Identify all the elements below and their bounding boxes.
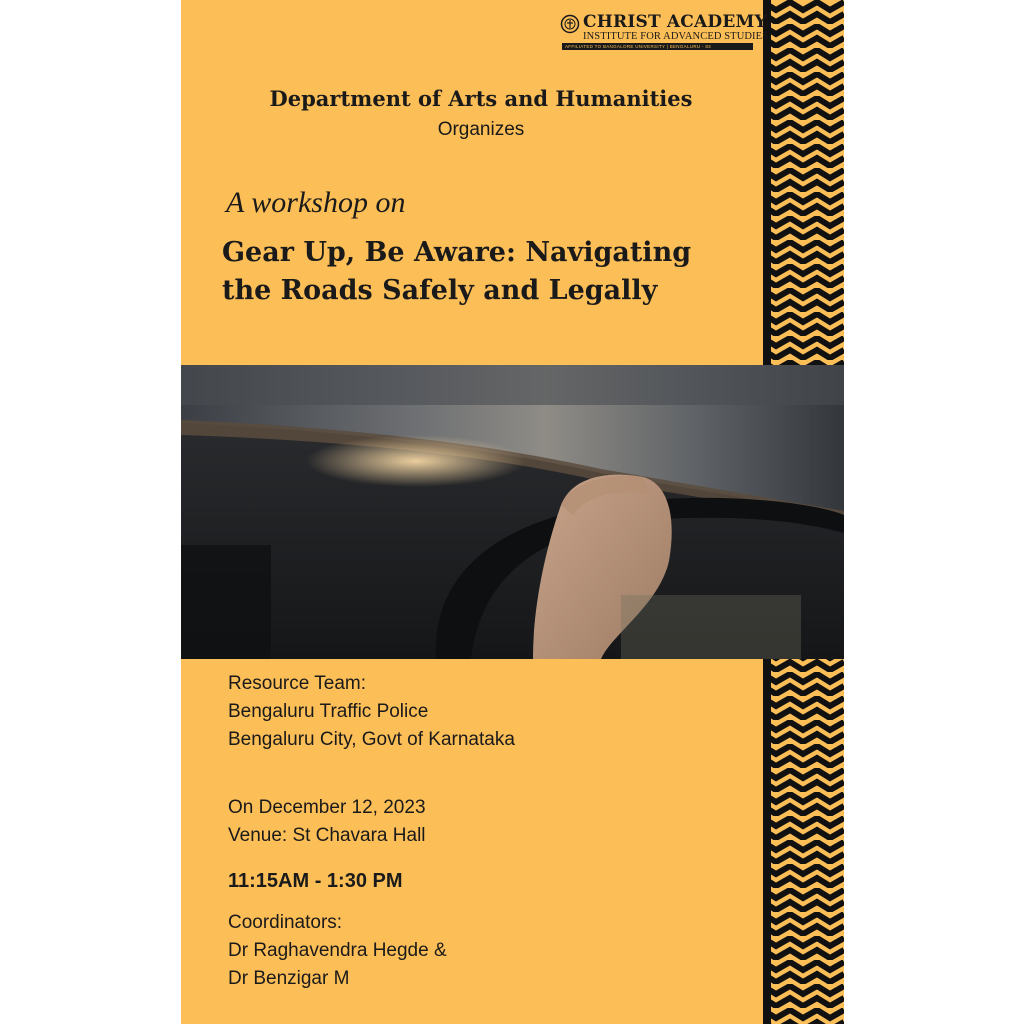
logo-affiliation: AFFILIATED TO BANGALORE UNIVERSITY | BENGALURU - 83	[562, 43, 753, 50]
resource-team-line-1: Bengaluru Traffic Police	[228, 701, 429, 722]
logo-name: CHRIST ACADEMY	[583, 12, 767, 32]
event-time: 11:15AM - 1:30 PM	[228, 870, 403, 892]
coordinator-line-1: Dr Raghavendra Hegde &	[228, 940, 447, 961]
resource-team-block	[228, 670, 515, 754]
resource-team-label: Resource Team:	[228, 673, 366, 694]
crest-icon	[560, 14, 580, 34]
event-venue: Venue: St Chavara Hall	[228, 825, 426, 846]
event-details-block	[228, 794, 426, 850]
coordinators-label: Coordinators:	[228, 912, 343, 933]
department-heading: Department of Arts and Humanities	[269, 86, 693, 111]
coordinators-block	[228, 909, 447, 993]
driving-photo	[181, 365, 844, 659]
christ-academy-logo	[560, 12, 769, 50]
coordinator-line-2: Dr Benzigar M	[228, 968, 350, 989]
event-date: On December 12, 2023	[228, 797, 426, 818]
workshop-intro: A workshop on	[226, 186, 406, 219]
organizes-text: Organizes	[437, 119, 525, 140]
workshop-title-line-1: Gear Up, Be Aware: Navigating	[222, 237, 692, 268]
resource-team-line-2: Bengaluru City, Govt of Karnataka	[228, 729, 515, 750]
workshop-title-line-2: the Roads Safely and Legally	[222, 275, 658, 306]
workshop-title	[222, 234, 762, 310]
logo-subtitle: INSTITUTE FOR ADVANCED STUDIES	[583, 31, 769, 42]
